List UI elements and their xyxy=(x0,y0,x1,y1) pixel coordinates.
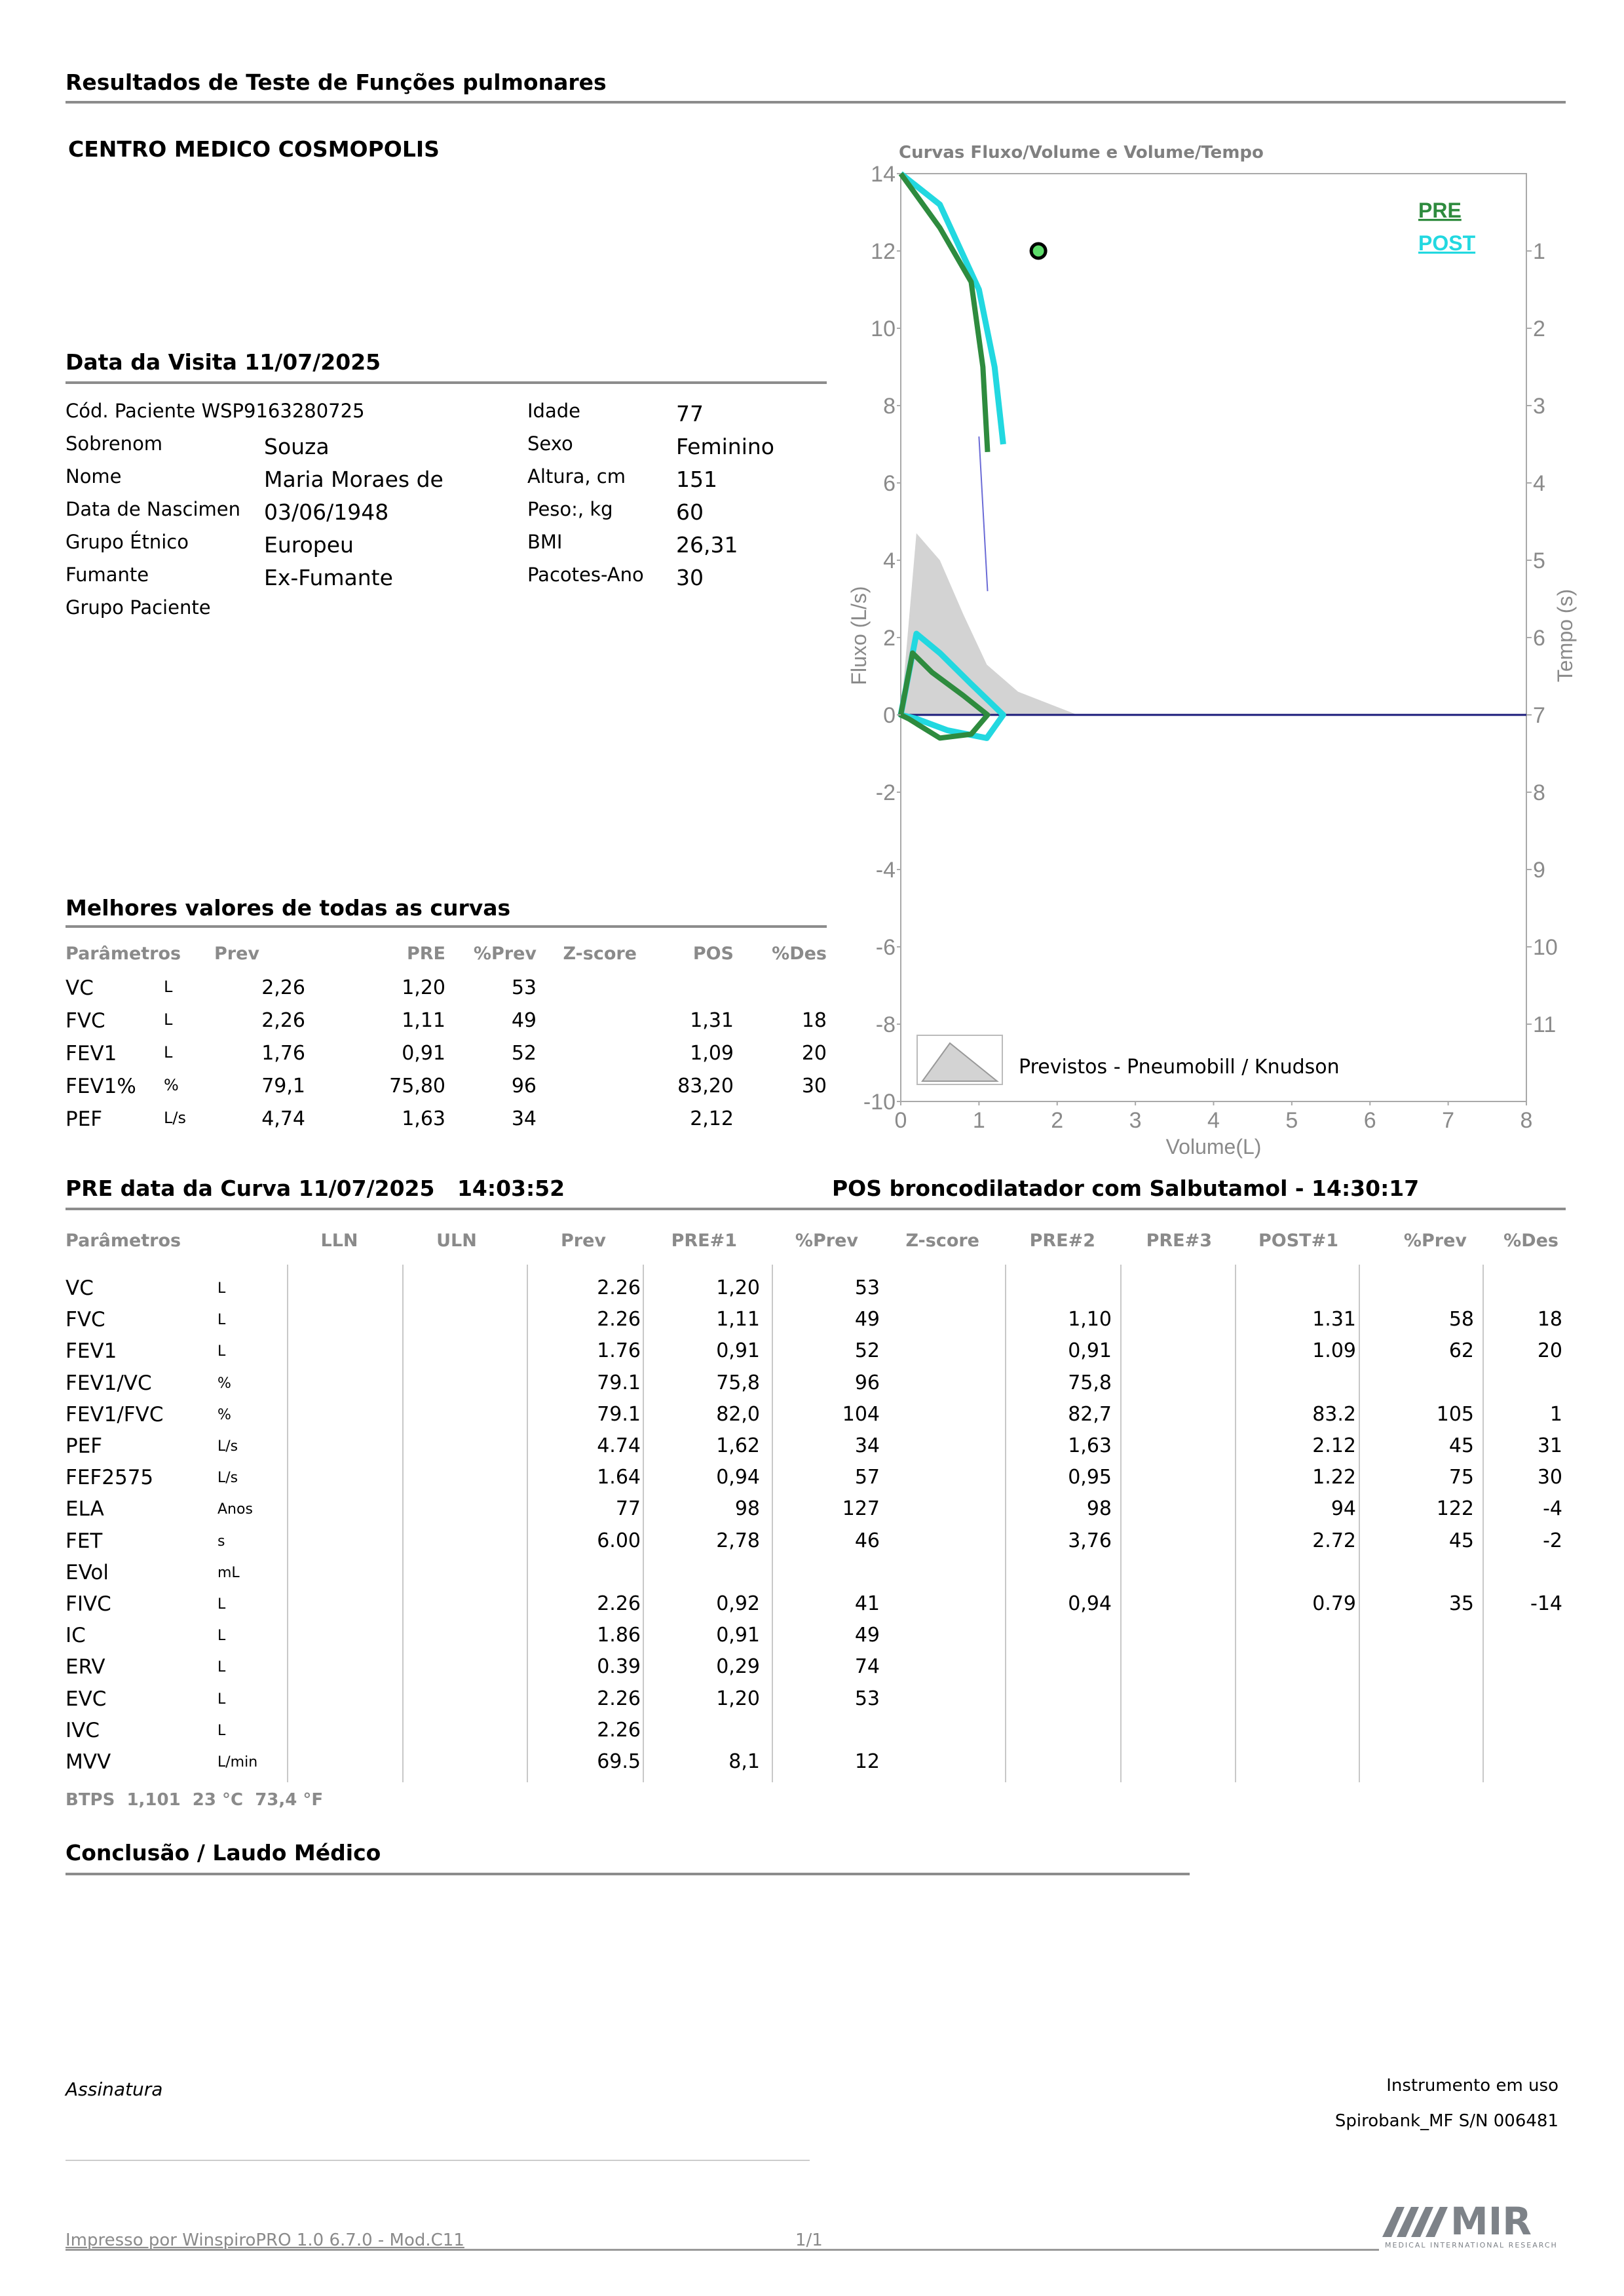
y-tick-label: 10 xyxy=(871,316,896,341)
curve-row-pre1: 1,62 xyxy=(716,1434,760,1457)
curve-row-param: MVV xyxy=(66,1750,111,1774)
visit-heading: Data da Visita 11/07/2025 xyxy=(66,349,381,375)
y2-tick-label: 2 xyxy=(1533,316,1545,341)
curve-row-prev: 69.5 xyxy=(597,1750,641,1773)
curve-row-pp: 41 xyxy=(854,1592,880,1615)
conclusion-divider xyxy=(66,1873,1190,1875)
curve-row-unit: L/s xyxy=(217,1438,238,1455)
curve-row-param: FEF2575 xyxy=(66,1466,154,1490)
y-tick-label: 0 xyxy=(883,703,896,728)
best-header: PRE xyxy=(406,944,445,964)
instrument-value: Spirobank_MF S/N 006481 xyxy=(1334,2111,1558,2131)
curve-row-unit: L xyxy=(217,1312,226,1329)
curve-row-pre1: 0,91 xyxy=(716,1339,760,1363)
visit-field-value: 151 xyxy=(676,467,717,492)
curve-divider xyxy=(66,1208,1566,1210)
visit-field-value: 03/06/1948 xyxy=(264,499,389,525)
visit-field-label: Sexo xyxy=(527,432,573,455)
best-row-param: VC xyxy=(66,976,94,1000)
curve-row-pp: 49 xyxy=(854,1308,880,1331)
curve-row-pre2: 1,63 xyxy=(1068,1434,1112,1457)
curve-row-unit: % xyxy=(217,1375,231,1392)
visit-field-value: Souza xyxy=(264,434,330,459)
curve-header: %Des xyxy=(1503,1231,1558,1251)
printed-by: Impresso por WinspiroPRO 1.0 6.7.0 - Mod.C11 xyxy=(66,2230,464,2250)
curve-row-des: 18 xyxy=(1537,1308,1562,1331)
best-row-pos: 1,09 xyxy=(690,1042,734,1065)
best-values-heading: Melhores valores de todas as curvas xyxy=(66,895,511,921)
curve-row-param: VC xyxy=(66,1276,94,1300)
curve-row-pp2: 75 xyxy=(1448,1466,1474,1489)
curve-row-prev: 2.26 xyxy=(597,1308,641,1331)
curve-header: %Prev xyxy=(795,1231,858,1251)
curve-row-pre1: 1,20 xyxy=(716,1687,760,1710)
curve-row-param: IC xyxy=(66,1624,86,1648)
column-separator xyxy=(287,1265,288,1782)
curve-row-unit: L xyxy=(217,1596,226,1613)
curve-row-des: 31 xyxy=(1537,1434,1562,1457)
curve-row-pre1: 0,94 xyxy=(716,1466,760,1489)
best-row-unit: L xyxy=(164,978,173,996)
best-row-pos: 2,12 xyxy=(690,1107,734,1130)
curve-row-prev: 4.74 xyxy=(597,1434,641,1457)
curve-row-pre1: 0,91 xyxy=(716,1624,760,1647)
curve-row-pre1: 0,29 xyxy=(716,1655,760,1679)
visit-field-label: BMI xyxy=(527,531,563,553)
best-row-pprev: 52 xyxy=(511,1042,537,1065)
predicted-legend-label: Previstos - Pneumobill / Knudson xyxy=(1019,1056,1340,1079)
best-row-param: FEV1 xyxy=(66,1042,117,1065)
best-row-pre: 1,20 xyxy=(402,976,445,999)
y-tick-label: -10 xyxy=(863,1090,896,1115)
mir-logo-text: MIR xyxy=(1450,2199,1532,2244)
curve-row-pre1: 75,8 xyxy=(716,1371,760,1394)
best-row-unit: % xyxy=(164,1076,179,1094)
best-row-param: PEF xyxy=(66,1107,103,1131)
best-header: Parâmetros xyxy=(66,944,181,964)
visit-field-value: 30 xyxy=(676,565,704,590)
curve-row-pre1: 98 xyxy=(734,1497,760,1521)
best-row-des: 20 xyxy=(801,1042,827,1065)
y2-tick-label: 11 xyxy=(1533,1012,1557,1037)
report-title: Resultados de Teste de Funções pulmonares xyxy=(66,69,607,95)
curve-row-pp: 57 xyxy=(854,1466,880,1489)
curve-header: ULN xyxy=(436,1231,477,1251)
visit-field-label: Grupo Paciente xyxy=(66,596,211,619)
y-tick-label: 8 xyxy=(883,394,896,419)
curve-row-des: -14 xyxy=(1530,1592,1562,1615)
btps-note: BTPS 1,101 23 °C 73,4 °F xyxy=(66,1790,324,1810)
visit-divider xyxy=(66,381,827,384)
curve-header: LLN xyxy=(320,1231,358,1251)
y-tick-label: 2 xyxy=(883,626,896,651)
curve-row-prev: 0.39 xyxy=(597,1655,641,1679)
curve-row-param: FEV1/FVC xyxy=(66,1402,164,1426)
curve-row-unit: L xyxy=(217,1628,226,1645)
chart-title: Curvas Fluxo/Volume e Volume/Tempo xyxy=(899,143,1264,163)
visit-field-label: Sobrenom xyxy=(66,432,163,455)
best-row-pprev: 49 xyxy=(511,1009,537,1032)
pef-predicted-marker xyxy=(1031,244,1046,258)
curve-row-pp2: 35 xyxy=(1448,1592,1474,1615)
best-row-des: 18 xyxy=(801,1009,827,1032)
visit-field-label: Idade xyxy=(527,400,580,422)
curve-header: %Prev xyxy=(1403,1231,1467,1251)
curve-row-des: -4 xyxy=(1543,1497,1562,1521)
y-tick-label: -4 xyxy=(875,858,896,883)
curve-row-pp2: 58 xyxy=(1448,1308,1474,1331)
curve-row-pp: 127 xyxy=(842,1497,880,1521)
best-header: %Prev xyxy=(473,944,537,964)
y-tick-label: -2 xyxy=(875,780,896,805)
visit-field-label: Pacotes-Ano xyxy=(527,564,644,586)
best-header: Z-score xyxy=(563,944,637,964)
curve-row-pp: 53 xyxy=(854,1687,880,1710)
curve-row-pp2: 45 xyxy=(1448,1529,1474,1552)
curve-row-post1: 0.79 xyxy=(1312,1592,1356,1615)
x-tick-label: 3 xyxy=(1129,1108,1142,1133)
curve-row-pp2: 45 xyxy=(1448,1434,1474,1457)
curve-row-param: FVC xyxy=(66,1308,105,1332)
curve-row-des: 30 xyxy=(1537,1466,1562,1489)
visit-field-value: Maria Moraes de xyxy=(264,467,444,492)
best-row-prev: 79,1 xyxy=(261,1075,305,1098)
y2-tick-label: 8 xyxy=(1533,780,1545,805)
best-row-prev: 1,76 xyxy=(261,1042,305,1065)
best-row-pre: 1,11 xyxy=(402,1009,445,1032)
y2-tick-label: 10 xyxy=(1533,935,1558,960)
clinic-name: CENTRO MEDICO COSMOPOLIS xyxy=(68,136,440,162)
curve-row-prev: 2.26 xyxy=(597,1592,641,1615)
curve-row-pp: 74 xyxy=(854,1655,880,1679)
y-tick-label: 6 xyxy=(883,471,896,496)
best-row-param: FVC xyxy=(66,1009,105,1033)
curve-row-prev: 1.86 xyxy=(597,1624,641,1647)
best-row-pos: 83,20 xyxy=(677,1075,734,1098)
curve-row-unit: L xyxy=(217,1659,226,1676)
post-curve-heading: POS broncodilatador com Salbutamol - 14:30:17 xyxy=(832,1176,1420,1201)
x-tick-label: 1 xyxy=(972,1108,985,1133)
curve-row-unit: L/min xyxy=(217,1754,258,1770)
curve-row-unit: L xyxy=(217,1722,226,1739)
curve-row-pre1: 0,92 xyxy=(716,1592,760,1615)
curve-row-unit: L xyxy=(217,1691,226,1708)
x-tick-label: 4 xyxy=(1207,1108,1220,1133)
curve-header: PRE#3 xyxy=(1146,1231,1212,1251)
visit-field-label: Nome xyxy=(66,465,122,488)
curve-row-param: EVol xyxy=(66,1560,109,1584)
curve-row-post1: 1.09 xyxy=(1312,1339,1356,1363)
flow-volume-chart xyxy=(832,157,1579,1166)
curve-row-pre1: 8,1 xyxy=(728,1750,760,1773)
title-divider xyxy=(66,101,1566,104)
curve-row-pre2: 75,8 xyxy=(1068,1371,1112,1394)
visit-field-label: Fumante xyxy=(66,564,149,586)
curve-row-prev: 1.76 xyxy=(597,1339,641,1363)
curve-row-param: PEF xyxy=(66,1434,103,1458)
y-tick-label: 4 xyxy=(883,548,896,573)
best-row-unit: L xyxy=(164,1043,173,1062)
mir-logo-subtitle: MEDICAL INTERNATIONAL RESEARCH xyxy=(1385,2241,1558,2249)
visit-field-label: Data de Nascimen xyxy=(66,498,240,520)
best-row-param: FEV1% xyxy=(66,1075,136,1098)
signature-line xyxy=(66,2160,810,2161)
curve-row-prev: 77 xyxy=(615,1497,641,1521)
curve-row-param: IVC xyxy=(66,1718,100,1742)
best-row-pre: 1,63 xyxy=(402,1107,445,1130)
curve-row-pre2: 1,10 xyxy=(1068,1308,1112,1331)
visit-field-label: Cód. Paciente WSP9163280725 xyxy=(66,400,365,422)
curve-row-pp: 96 xyxy=(854,1371,880,1394)
signature-label: Assinatura xyxy=(66,2078,163,2100)
y2-axis-label: Tempo (s) xyxy=(1553,588,1577,683)
curve-row-pp2: 122 xyxy=(1436,1497,1474,1521)
best-row-prev: 4,74 xyxy=(261,1107,305,1130)
curve-row-unit: % xyxy=(217,1406,231,1423)
best-row-des: 30 xyxy=(801,1075,827,1098)
curve-row-post1: 2.12 xyxy=(1312,1434,1356,1457)
curve-row-prev: 2.26 xyxy=(597,1718,641,1742)
curve-row-pp: 53 xyxy=(854,1276,880,1299)
curve-row-prev: 2.26 xyxy=(597,1687,641,1710)
curve-row-unit: Anos xyxy=(217,1501,253,1518)
y2-tick-label: 6 xyxy=(1533,626,1545,651)
best-row-unit: L/s xyxy=(164,1109,186,1127)
column-separator xyxy=(402,1265,404,1782)
curve-row-param: EVC xyxy=(66,1687,107,1711)
curve-row-post1: 2.72 xyxy=(1312,1529,1356,1552)
x-tick-label: 8 xyxy=(1520,1108,1533,1133)
best-row-pre: 75,80 xyxy=(389,1075,445,1098)
best-row-pre: 0,91 xyxy=(402,1042,445,1065)
curve-row-unit: s xyxy=(217,1533,225,1550)
curve-row-param: FET xyxy=(66,1529,103,1553)
x-tick-label: 6 xyxy=(1363,1108,1376,1133)
best-row-unit: L xyxy=(164,1010,173,1029)
pre-curve-heading: PRE data da Curva 11/07/2025 14:03:52 xyxy=(66,1176,565,1201)
curve-row-pp: 46 xyxy=(854,1529,880,1552)
curve-row-pre1: 2,78 xyxy=(716,1529,760,1552)
curve-row-pre2: 82,7 xyxy=(1068,1402,1112,1426)
best-header: Prev xyxy=(214,944,259,964)
curve-header: Z-score xyxy=(905,1231,979,1251)
curve-row-unit: mL xyxy=(217,1564,240,1581)
y-axis-label: Fluxo (L/s) xyxy=(847,586,871,685)
x-tick-label: 5 xyxy=(1285,1108,1298,1133)
footer-divider xyxy=(66,2249,1379,2251)
curve-row-param: FEV1/VC xyxy=(66,1371,152,1395)
curve-row-pp: 104 xyxy=(842,1402,880,1426)
curve-row-pp: 49 xyxy=(854,1624,880,1647)
best-header: POS xyxy=(692,944,734,964)
column-separator xyxy=(1120,1265,1122,1782)
curve-row-des: 1 xyxy=(1549,1402,1562,1426)
x-tick-label: 0 xyxy=(894,1108,907,1133)
curve-row-pre2: 0,95 xyxy=(1068,1466,1112,1489)
legend-pre: PRE xyxy=(1418,199,1462,222)
curve-row-prev: 2.26 xyxy=(597,1276,641,1299)
y2-tick-label: 9 xyxy=(1533,858,1545,883)
curve-row-post1: 83.2 xyxy=(1312,1402,1356,1426)
conclusion-heading: Conclusão / Laudo Médico xyxy=(66,1840,381,1866)
curve-row-pre1: 82,0 xyxy=(716,1402,760,1426)
curve-row-unit: L/s xyxy=(217,1470,238,1487)
y-tick-label: -6 xyxy=(875,935,896,960)
curve-row-unit: L xyxy=(217,1280,226,1297)
visit-field-label: Grupo Étnico xyxy=(66,531,189,553)
curve-row-des: -2 xyxy=(1543,1529,1562,1552)
y2-tick-label: 1 xyxy=(1533,239,1545,264)
plot-frame xyxy=(901,174,1526,1101)
curve-row-pre1: 1,11 xyxy=(716,1308,760,1331)
y2-tick-label: 4 xyxy=(1533,471,1545,496)
visit-field-value: Ex-Fumante xyxy=(264,565,393,590)
curve-row-prev: 79.1 xyxy=(597,1402,641,1426)
curve-row-param: ERV xyxy=(66,1655,105,1679)
y2-tick-label: 7 xyxy=(1533,703,1545,728)
curve-row-prev: 79.1 xyxy=(597,1371,641,1394)
visit-field-value: 77 xyxy=(676,401,704,427)
curve-row-pre1: 1,20 xyxy=(716,1276,760,1299)
curve-header: PRE#2 xyxy=(1029,1231,1095,1251)
curve-header: Prev xyxy=(560,1231,606,1251)
visit-field-value: Feminino xyxy=(676,434,774,459)
best-row-prev: 2,26 xyxy=(261,1009,305,1032)
curve-row-prev: 6.00 xyxy=(597,1529,641,1552)
curve-row-param: FEV1 xyxy=(66,1339,117,1364)
best-divider xyxy=(66,925,827,928)
visit-field-value: Europeu xyxy=(264,532,354,558)
visit-field-value: 26,31 xyxy=(676,532,738,558)
curve-row-post1: 94 xyxy=(1331,1497,1356,1521)
best-row-pprev: 34 xyxy=(511,1107,537,1130)
page-number: 1/1 xyxy=(795,2230,823,2250)
mir-logo xyxy=(1382,2199,1566,2255)
curve-row-post1: 1.22 xyxy=(1312,1466,1356,1489)
best-header: %Des xyxy=(772,944,827,964)
curve-row-pre2: 98 xyxy=(1086,1497,1112,1521)
curve-header: Parâmetros xyxy=(66,1231,181,1251)
y-tick-label: 12 xyxy=(871,239,896,264)
curve-row-pp2: 105 xyxy=(1436,1402,1474,1426)
y2-tick-label: 5 xyxy=(1533,548,1545,573)
x-axis-label: Volume(L) xyxy=(1165,1135,1262,1158)
best-row-pprev: 96 xyxy=(511,1075,537,1098)
curve-row-param: ELA xyxy=(66,1497,104,1521)
best-row-pos: 1,31 xyxy=(690,1009,734,1032)
best-row-prev: 2,26 xyxy=(261,976,305,999)
curve-row-unit: L xyxy=(217,1343,226,1360)
curve-row-pp: 34 xyxy=(854,1434,880,1457)
curve-row-des: 20 xyxy=(1537,1339,1562,1363)
curve-row-pp: 52 xyxy=(854,1339,880,1363)
curve-header: POST#1 xyxy=(1258,1231,1338,1251)
curve-row-pre2: 3,76 xyxy=(1068,1529,1112,1552)
curve-header: PRE#1 xyxy=(671,1231,737,1251)
legend-post: POST xyxy=(1418,231,1476,255)
visit-field-value: 60 xyxy=(676,499,704,525)
y2-tick-label: 3 xyxy=(1533,394,1545,419)
curve-row-param: FIVC xyxy=(66,1592,111,1616)
y-tick-label: 14 xyxy=(871,162,896,187)
mir-logo-mark-icon xyxy=(1382,2203,1448,2238)
curve-row-pre2: 0,94 xyxy=(1068,1592,1112,1615)
visit-field-label: Altura, cm xyxy=(527,465,626,488)
curve-row-pp2: 62 xyxy=(1448,1339,1474,1363)
best-row-pprev: 53 xyxy=(511,976,537,999)
curve-row-prev: 1.64 xyxy=(597,1466,641,1489)
curve-row-pp: 12 xyxy=(854,1750,880,1773)
visit-field-label: Peso:, kg xyxy=(527,498,613,520)
x-tick-label: 2 xyxy=(1051,1108,1064,1133)
y-tick-label: -8 xyxy=(875,1012,896,1037)
x-tick-label: 7 xyxy=(1442,1108,1455,1133)
instrument-label: Instrumento em uso xyxy=(1386,2076,1558,2095)
curve-row-post1: 1.31 xyxy=(1312,1308,1356,1331)
curve-row-pre2: 0,91 xyxy=(1068,1339,1112,1363)
